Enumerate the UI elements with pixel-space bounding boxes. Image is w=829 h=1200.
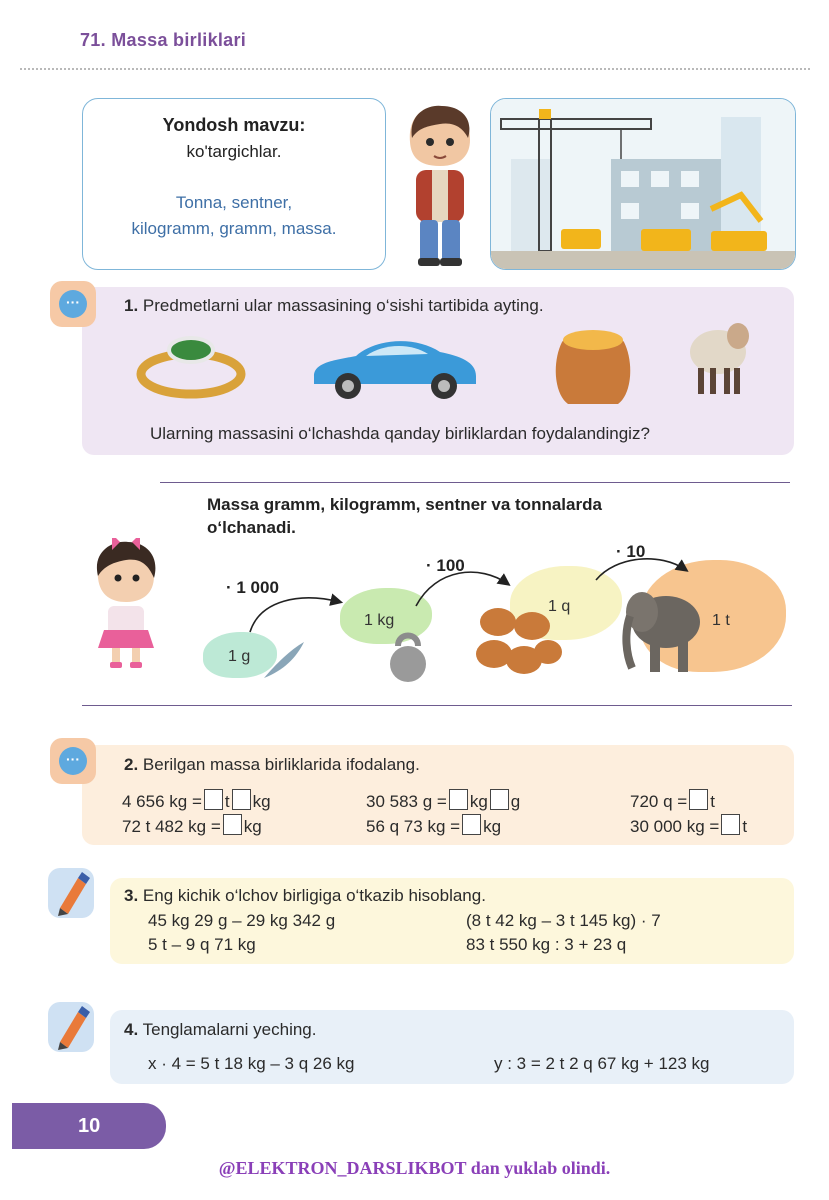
task3-exercise-2: (8 t 42 kg – 3 t 145 kg) · 7 <box>466 911 661 930</box>
task4-equation-1: x · 4 = 5 t 18 kg – 3 q 26 kg <box>148 1054 355 1073</box>
car-icon <box>306 326 482 402</box>
topic-subheading: ko'targichlar. <box>186 142 282 161</box>
answer-box[interactable] <box>462 814 481 835</box>
task4-instruction <box>124 1020 317 1040</box>
pencil-write-icon <box>48 868 94 918</box>
task3-exercise-4: 83 t 550 kg : 3 + 23 q <box>466 935 627 954</box>
task2-exercise-6: 30 000 kg = t <box>630 814 747 837</box>
multiplier-1000: · 1 000 <box>226 578 279 597</box>
answer-box[interactable] <box>232 789 251 810</box>
task2-exercise-5: 56 q 73 kg = kg <box>366 814 501 837</box>
construction-illustration <box>490 98 796 270</box>
chat-bubble-icon: ··· <box>50 281 96 327</box>
topic-words-line1: Tonna, sentner, <box>175 193 293 212</box>
answer-box[interactable] <box>449 789 468 810</box>
task3-exercise-3: 5 t – 9 q 71 kg <box>148 935 256 954</box>
task3-instruction <box>124 886 486 906</box>
task4-equation-2: y : 3 = 2 t 2 q 67 kg + 123 kg <box>494 1054 710 1073</box>
rule-text <box>207 493 727 539</box>
rule-bottom-line <box>82 705 792 706</box>
topic-words-line2: kilogramm, gramm, massa. <box>131 219 337 238</box>
task2-instruction <box>124 755 420 775</box>
unit-gram: 1 g <box>228 648 251 665</box>
topic-words <box>83 190 385 242</box>
task1-number: 1. <box>124 296 139 315</box>
task2-exercise-3: 720 q = t <box>630 789 715 812</box>
task3-number: 3. <box>124 886 139 905</box>
topic-heading: Yondosh mavzu: <box>162 115 306 135</box>
answer-box[interactable] <box>223 814 242 835</box>
task2-exercise-4: 72 t 482 kg = kg <box>122 814 262 837</box>
girl-illustration <box>90 538 162 670</box>
grain-sacks-icon <box>474 602 564 682</box>
topic-box <box>82 98 386 270</box>
kettlebell-icon <box>386 630 430 684</box>
task3-instruction-text: Eng kichik o‘lchov birligiga o‘tkazib hisoblang. <box>142 886 486 905</box>
unit-tonne: 1 t <box>712 612 730 629</box>
rule-top-line <box>160 482 790 483</box>
chat-bubble-icon: ··· <box>50 738 96 784</box>
crane-scene-icon <box>491 99 795 269</box>
pencil-write-icon <box>48 1002 94 1052</box>
answer-box[interactable] <box>721 814 740 835</box>
unit-centner: 1 q <box>548 598 571 615</box>
feather-icon <box>262 640 306 680</box>
boy-illustration <box>398 104 482 268</box>
rule-line1: Massa gramm, kilogramm, sentner va tonnalarda <box>207 495 602 514</box>
header-divider <box>20 68 810 70</box>
rule-line2: o‘lchanadi. <box>207 518 296 537</box>
answer-box[interactable] <box>689 789 708 810</box>
elephant-icon <box>620 584 704 676</box>
multiplier-100: · 100 <box>426 556 465 575</box>
task2-exercise-1: 4 656 kg = t kg <box>122 789 271 812</box>
ring-icon <box>136 332 246 400</box>
task2-instruction-text: Berilgan massa birliklarida ifodalang. <box>142 755 420 774</box>
sheep-icon <box>684 316 754 398</box>
task1-instruction-text: Predmetlarni ular massasining o‘sishi tartibida ayting. <box>142 296 544 315</box>
footer-credit: @ELEKTRON_DARSLIKBOT dan yuklab olindi. <box>218 1158 611 1178</box>
task1-instruction <box>124 296 544 316</box>
task4-number: 4. <box>124 1020 139 1039</box>
task2-number: 2. <box>124 755 139 774</box>
lesson-title: 71. Massa birliklari <box>80 30 247 50</box>
task1-question: Ularning massasini o‘lchashda qanday birliklardan foydalandingiz? <box>150 424 650 443</box>
unit-kilogram: 1 kg <box>364 612 395 629</box>
task3-exercise-1: 45 kg 29 g – 29 kg 342 g <box>148 911 336 930</box>
task2-exercise-2: 30 583 g = kg g <box>366 789 520 812</box>
multiplier-10: · 10 <box>616 542 646 561</box>
grain-sack-icon <box>552 322 634 408</box>
answer-box[interactable] <box>490 789 509 810</box>
page-number: 10 <box>78 1115 101 1137</box>
answer-box[interactable] <box>204 789 223 810</box>
task4-instruction-text: Tenglamalarni yeching. <box>142 1020 317 1039</box>
